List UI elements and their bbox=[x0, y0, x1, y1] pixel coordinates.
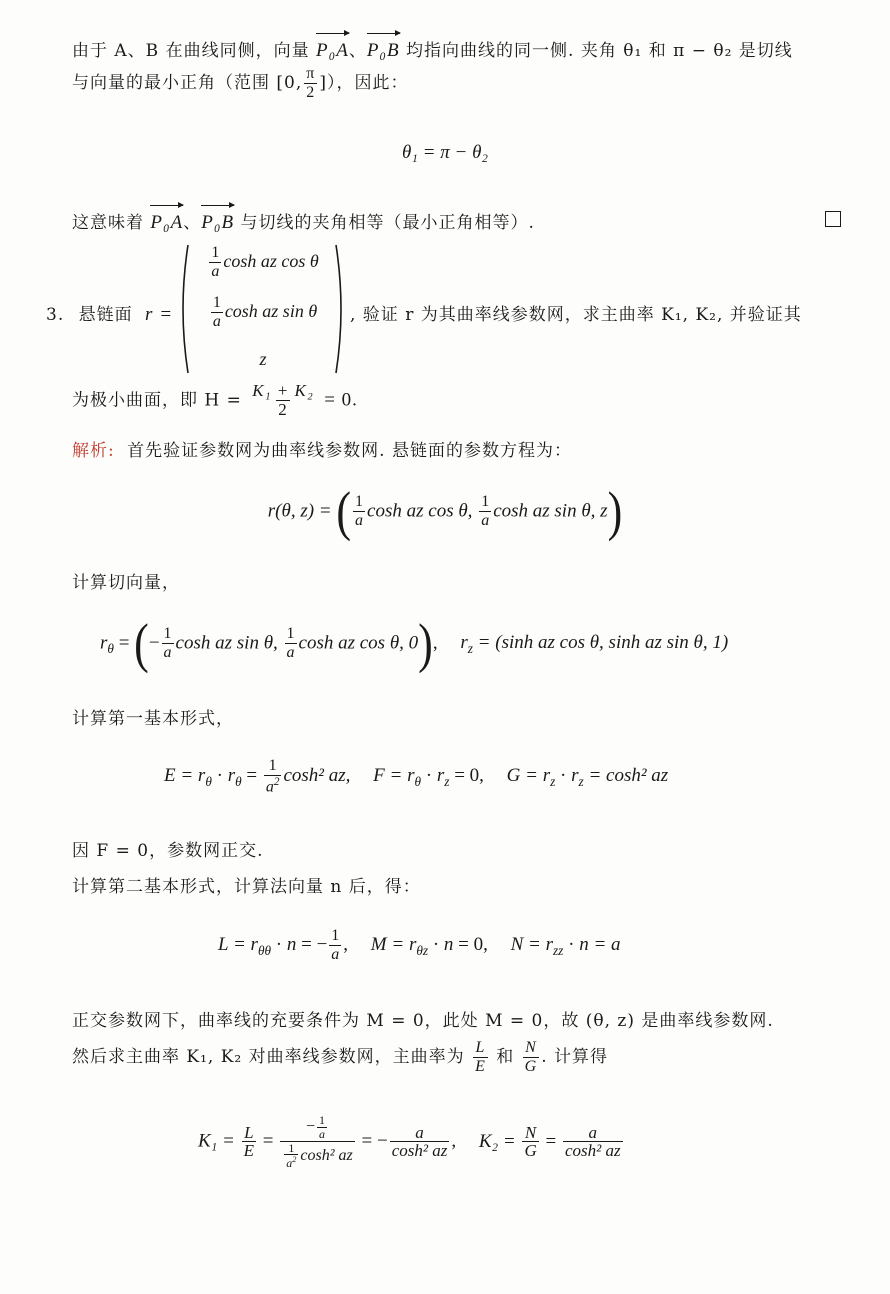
fraction-numerator: π bbox=[306, 65, 316, 82]
matrix-row-1-frac bbox=[209, 245, 221, 280]
K1-L-over-E: $\frac{L}{E}$ bbox=[243, 1122, 254, 1161]
vector-p0a-2 bbox=[150, 212, 183, 234]
one-3: 1 bbox=[355, 493, 364, 511]
open-paren: ( bbox=[336, 480, 352, 542]
r-z-value: = (sinh az cos θ, sinh az sin θ, 1) bbox=[477, 632, 729, 654]
K2-N-over-G: $\frac{N}{G}$ bbox=[524, 1122, 537, 1161]
K2-lhs: K₂ = bbox=[478, 1130, 516, 1152]
L-tail: , bbox=[343, 934, 349, 956]
vector-p0a bbox=[316, 40, 349, 62]
E-frac: $\frac{1}{a^2}$ bbox=[265, 757, 280, 796]
proof-line-1 bbox=[72, 36, 793, 62]
right-paren-icon bbox=[334, 243, 348, 375]
one-7: 1 bbox=[268, 757, 277, 774]
condition-note-text: 正交参数网下，曲率线的充要条件为 M = 0，此处 M = 0，故 (θ, z) 是曲率线参数网. bbox=[72, 1011, 774, 1031]
F-eq: F = r bbox=[373, 765, 415, 787]
one-6: 1 bbox=[286, 625, 295, 643]
N-over-G: $\frac{N}{G}$ bbox=[524, 1039, 538, 1075]
conclusion-tail: 与切线的夹角相等（最小正角相等）. bbox=[240, 213, 535, 233]
problem-statement-2 bbox=[72, 382, 358, 420]
one: 1 bbox=[211, 244, 220, 261]
param-term-2: cosh az sin θ, z bbox=[493, 500, 608, 522]
matrix-row-2 bbox=[198, 295, 328, 330]
problem-number-line bbox=[46, 300, 173, 326]
first-form-label-text: 计算第一基本形式， bbox=[72, 709, 234, 729]
minimal-surface-tail: = 0. bbox=[324, 389, 358, 411]
a-4: a bbox=[481, 512, 490, 530]
L-over-E: $\frac{L}{E}$ bbox=[475, 1039, 486, 1075]
solution-intro bbox=[72, 436, 572, 461]
principal-tail: . 计算得 bbox=[541, 1047, 609, 1068]
matrix-row-3-text: z bbox=[259, 349, 267, 369]
separator: 、 bbox=[348, 41, 367, 61]
one-5: 1 bbox=[163, 625, 172, 643]
proof-conclusion bbox=[72, 208, 535, 234]
problem-r-eq: r = bbox=[145, 304, 174, 325]
matrix-row-2-frac bbox=[211, 295, 223, 330]
second-form-label-text: 计算第二基本形式，计算法向量 n 后，得： bbox=[72, 877, 421, 897]
principal-curvature-line bbox=[72, 1040, 608, 1075]
rt-frac-1 bbox=[162, 626, 174, 661]
inner-frac-2: $\frac{1}{a^2}$ bbox=[286, 1140, 297, 1171]
one-2: 1 bbox=[212, 294, 221, 311]
a-denominator-2: a bbox=[212, 312, 221, 330]
problem-number: 3. bbox=[46, 305, 65, 325]
vector-p0b bbox=[367, 40, 400, 62]
vector-p0b-2 bbox=[201, 212, 234, 234]
proof-intro-tail: 均指向曲线的同一侧. 夹角 θ₁ 和 π − θ₂ 是切线 bbox=[406, 41, 793, 61]
left-paren-icon bbox=[176, 243, 190, 375]
tangent-label-text: 计算切向量， bbox=[72, 573, 180, 593]
first-form-label bbox=[72, 704, 234, 729]
proof-line-2 bbox=[72, 66, 408, 101]
close-paren: ) bbox=[607, 480, 623, 542]
condition-note bbox=[72, 1006, 774, 1031]
a-3: a bbox=[355, 512, 364, 530]
K2-num: a bbox=[588, 1122, 597, 1142]
one-8: 1 bbox=[331, 927, 340, 944]
vector-p0a-label-2: P₀A bbox=[150, 212, 184, 233]
G-tail: = cosh² az bbox=[588, 765, 669, 787]
vector-p0b-label: P₀B bbox=[366, 40, 400, 61]
param-frac-2 bbox=[479, 494, 491, 529]
r-theta-term-2: cosh az cos θ, 0 bbox=[298, 632, 419, 654]
principal-and: 和 bbox=[496, 1047, 515, 1068]
K1-result-frac bbox=[390, 1124, 450, 1162]
a-8: a bbox=[331, 945, 340, 963]
K1-num: a bbox=[415, 1122, 424, 1142]
vector-p0b-label-2: P₀B bbox=[201, 212, 235, 233]
matrix-row-2-text: cosh az sin θ bbox=[224, 300, 318, 321]
M-tail: = 0, bbox=[458, 934, 488, 956]
rt-frac-2 bbox=[285, 626, 297, 661]
cosh-sq-1: cosh² az bbox=[300, 1146, 353, 1164]
problem-lead: 悬链面 bbox=[78, 305, 133, 325]
cosh-sq-2: cosh² az bbox=[391, 1141, 448, 1161]
K1-compound-frac: − $\frac{1}{a}$ $\frac{1}{a^2}$ cosh² az bbox=[280, 1114, 355, 1171]
h-numerator: K₁ + K₂ bbox=[252, 381, 314, 400]
open-paren-2: ( bbox=[134, 612, 149, 674]
theta-equation-text: θ₁ = π − θ₂ bbox=[401, 142, 489, 163]
K2-result-frac bbox=[563, 1124, 623, 1162]
principal-head: 然后求主曲率 K₁, K₂ 对曲率线参数网，主曲率为 bbox=[72, 1047, 465, 1068]
second-form-equations: $L = r_{\theta\theta} \cdot n$ = − $\frac{1}{a}$ , $M = r_{\theta z} \cdot n = 0$, $N = r_{zz} \cdot n = a$ bbox=[218, 927, 621, 963]
h-fraction bbox=[250, 382, 315, 420]
tangent-label bbox=[72, 568, 180, 593]
principal-curvatures: K₁ = $\frac{L}{E}$ = − $\frac{1}{a}$ $\frac{1}{a^2}$ cosh² az = − $\frac{a}{\text{cosh² az}}$ , K₂ = $\frac{N}{G}$ = $\frac{a}{\text{cosh² az}}$ bbox=[198, 1113, 621, 1171]
catenoid-matrix bbox=[176, 243, 348, 375]
problem-statement-text: , 验证 r 为其曲率线参数网，求主曲率 K₁, K₂, 并验证其 bbox=[350, 305, 802, 325]
solution-label: 解析: bbox=[72, 441, 115, 461]
a-denominator: a bbox=[211, 262, 220, 280]
one-4: 1 bbox=[481, 493, 490, 511]
E-lhs: E = r bbox=[164, 765, 206, 787]
proof-intro-text: 由于 A、B 在曲线同侧，向量 bbox=[72, 41, 310, 61]
F-tail: = 0, bbox=[454, 765, 484, 787]
proof-range-head: 与向量的最小正角（范围 [0, bbox=[72, 73, 303, 94]
r-theta-term-1: cosh az sin θ, bbox=[175, 632, 278, 654]
L-eq: L = r bbox=[218, 934, 258, 956]
E-rhs: cosh² az, bbox=[283, 765, 351, 787]
r-theta: r bbox=[100, 632, 108, 654]
L-frac bbox=[329, 928, 341, 963]
inner-frac-1: $\frac{1}{a}$ bbox=[319, 1113, 325, 1141]
solution-intro-text: 首先验证参数网为曲率线参数网. 悬链面的参数方程为： bbox=[127, 441, 572, 461]
tangent-equations: $r_\theta$ = (− $\frac{1}{a}$ cosh az sin θ, $\frac{1}{a}$ cosh az cos θ, 0), $r_z = (\sinh$ az cos θ, sinh az sin θ, 1) bbox=[100, 612, 729, 674]
param-term-1: cosh az cos θ, bbox=[367, 500, 473, 522]
N-tail: = a bbox=[593, 934, 621, 956]
G-eq: G = r bbox=[506, 765, 551, 787]
orthogonal-note-text: 因 F = 0，参数网正交. bbox=[72, 841, 264, 861]
fraction-denominator: 2 bbox=[306, 83, 316, 101]
proof-range-tail: ]），因此： bbox=[319, 73, 409, 94]
problem-statement bbox=[350, 300, 802, 325]
first-form-equations: $E = r_\theta \cdot r_\theta$ = $\frac{1}{a^2}$ cosh² az, $F = r_\theta \cdot r_z = 0$, $G = r_z \cdot r_z = \cosh^2$ az bbox=[164, 757, 669, 796]
param-frac-1 bbox=[353, 494, 365, 529]
cosh-sq-3: cosh² az bbox=[564, 1141, 621, 1161]
theta-equation bbox=[0, 142, 890, 164]
separator-2: 、 bbox=[183, 213, 202, 233]
close-paren-2: ) bbox=[418, 612, 433, 674]
a-5: a bbox=[163, 644, 172, 662]
param-equation bbox=[0, 480, 890, 542]
a-6: a bbox=[286, 644, 295, 662]
orthogonal-note bbox=[72, 836, 263, 861]
N-eq: N = r bbox=[510, 934, 553, 956]
h-denominator: 2 bbox=[278, 399, 288, 419]
second-form-label bbox=[72, 872, 421, 897]
qed-square-icon bbox=[825, 211, 841, 227]
matrix-row-3 bbox=[198, 349, 328, 370]
matrix-row-1-text: cosh az cos θ bbox=[223, 250, 319, 271]
param-lhs: r(θ, z) = bbox=[267, 500, 337, 522]
matrix-row-1 bbox=[198, 245, 328, 280]
vector-p0a-label: P₀A bbox=[315, 40, 349, 61]
fraction-pi-over-2 bbox=[304, 66, 317, 101]
minimal-surface-head: 为极小曲面，即 H = bbox=[72, 390, 242, 411]
K1-lhs: K₁ = bbox=[198, 1130, 235, 1152]
M-eq: M = r bbox=[370, 934, 417, 956]
conclusion-head: 这意味着 bbox=[72, 213, 144, 233]
